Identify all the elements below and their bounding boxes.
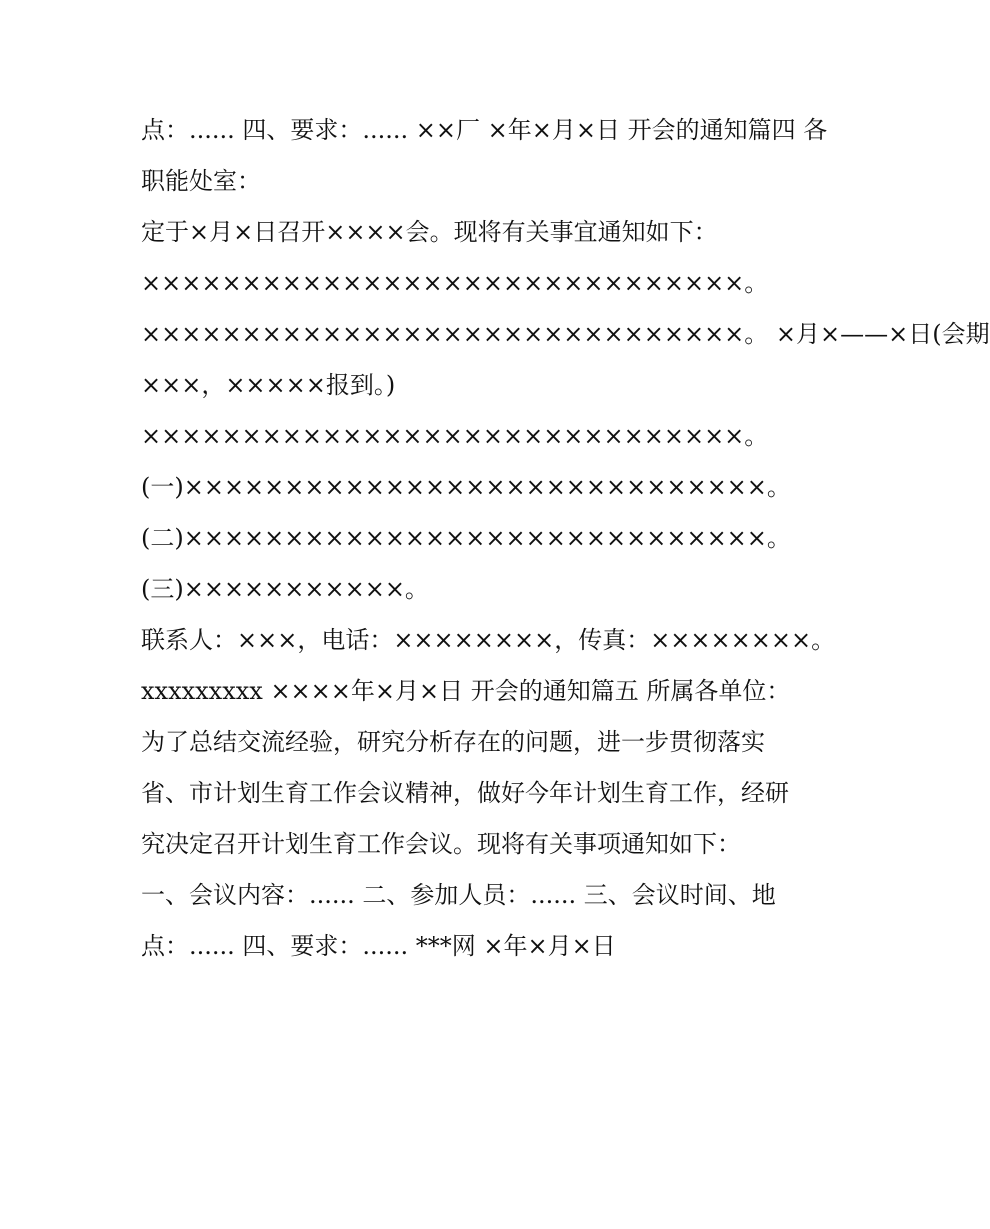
text-line: ×××，×××××报到。)	[141, 371, 396, 399]
text-line: 一、会议内容：...... 二、参加人员：...... 三、会议时间、地	[141, 881, 776, 909]
text-line: 究决定召开计划生育工作会议。现将有关事项通知如下：	[141, 830, 741, 858]
text-line: (三)×××××××××××。	[141, 575, 429, 603]
text-line: 为了总结交流经验，研究分析存在的问题，进一步贯彻落实	[141, 728, 765, 756]
document-body	[141, 108, 990, 975]
text-line: 点：...... 四、要求：...... ××厂 ×年×月×日 开会的通知篇四 各	[141, 116, 828, 144]
text-line: xxxxxxxxx ××××年×月×日 开会的通知篇五 所属各单位：	[141, 677, 791, 705]
text-line: (一)×××××××××××××××××××××××××××××。	[141, 473, 791, 501]
text-line: (二)×××××××××××××××××××××××××××××。	[141, 524, 791, 552]
text-line: 职能处室：	[141, 167, 261, 195]
text-line: ××××××××××××××××××××××××××××××。 ×月×——×日(会期	[141, 320, 990, 348]
text-line: ××××××××××××××××××××××××××××××。	[141, 422, 769, 450]
text-line: ××××××××××××××××××××××××××××××。	[141, 269, 769, 297]
text-line: 联系人：×××，电话：××××××××，传真：××××××××。	[141, 626, 836, 654]
text-line: 省、市计划生育工作会议精神，做好今年计划生育工作，经研	[141, 779, 789, 807]
text-line: 定于×月×日召开××××会。现将有关事宜通知如下：	[141, 218, 718, 246]
text-line: 点：...... 四、要求：...... ***网 ×年×月×日	[141, 932, 616, 960]
